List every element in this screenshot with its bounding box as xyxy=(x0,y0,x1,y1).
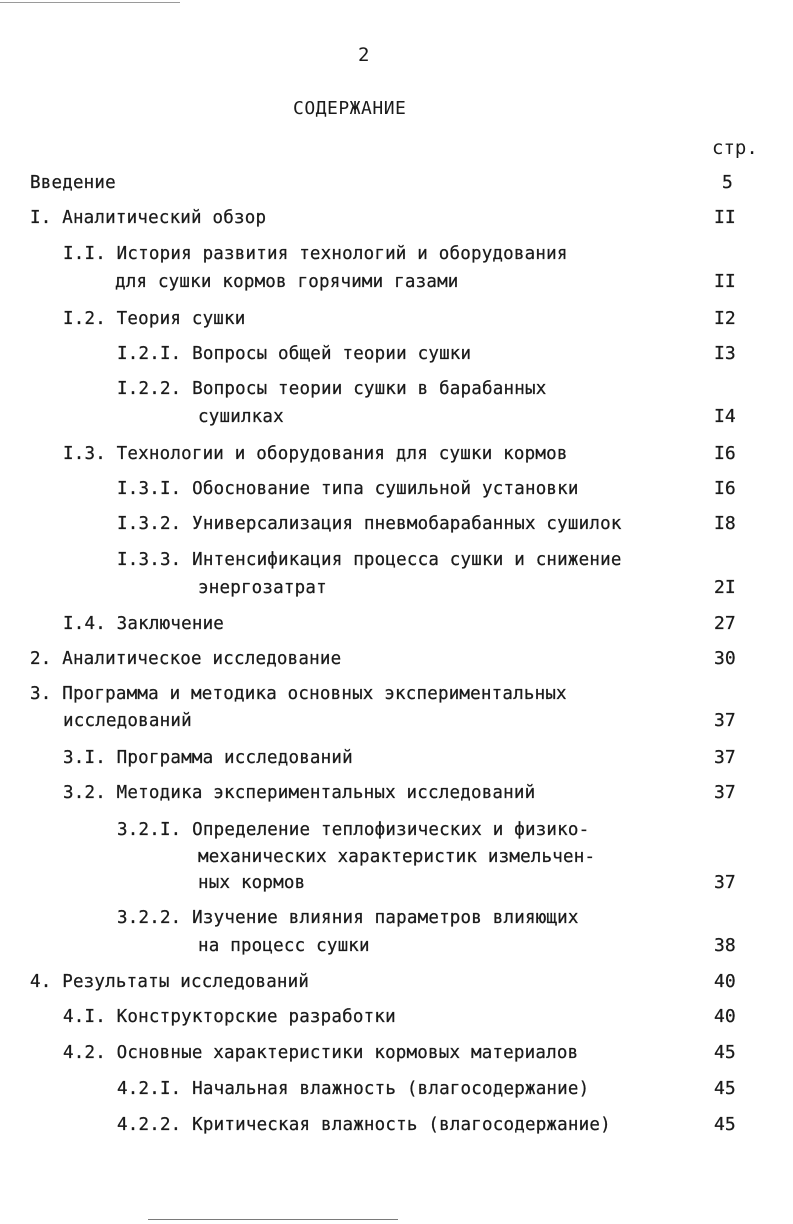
toc-entry-title: 4.2. Основные характеристики кормовых материалов xyxy=(63,1043,579,1063)
toc-entry-page: 30 xyxy=(714,648,736,669)
toc-entry-title-continued: энергозатрат xyxy=(198,578,327,598)
toc-entry-page: II xyxy=(714,271,736,292)
scan-edge-line-bottom xyxy=(148,1219,398,1220)
toc-entry-page: I8 xyxy=(714,513,736,534)
toc-entry-title: 3.2. Методика экспериментальных исследований xyxy=(63,783,536,803)
toc-entry-title-continued: ных кормов xyxy=(198,873,306,893)
toc-entry-page: 27 xyxy=(714,613,736,634)
toc-entry-page: II xyxy=(714,207,736,228)
toc-entry-page: 5 xyxy=(722,172,733,193)
toc-entry-title: I.2.I. Вопросы общей теории сушки xyxy=(117,344,472,364)
toc-entry-page: 45 xyxy=(714,1042,736,1063)
toc-entry-page: 40 xyxy=(714,1006,736,1027)
toc-entry-title: 4.I. Конструкторские разработки xyxy=(63,1007,396,1027)
toc-entry-page: I6 xyxy=(714,443,736,464)
toc-entry-title: I.3.3. Интенсификация процесса сушки и снижение xyxy=(117,550,622,570)
toc-entry-title: 3.2.2. Изучение влияния параметров влияющих xyxy=(117,908,579,928)
toc-entry-page: 37 xyxy=(714,872,736,893)
toc-entry-page: 45 xyxy=(714,1078,736,1099)
page-column-header: стр. xyxy=(712,137,758,159)
toc-entry-title: I.I. История развития технологий и оборудования xyxy=(63,244,568,264)
toc-entry-title: 3.I. Программа исследований xyxy=(63,748,353,768)
toc-entry-title: 2. Аналитическое исследование xyxy=(30,649,342,669)
scan-edge-line-top xyxy=(0,2,180,3)
toc-entry-page: I3 xyxy=(714,343,736,364)
toc-entry-title: I.3.2. Универсализация пневмобарабанных сушилок xyxy=(117,514,622,534)
toc-entry-title: I.2. Теория сушки xyxy=(63,309,246,329)
toc-entry-title: Введение xyxy=(30,173,116,193)
toc-entry-page: 37 xyxy=(714,782,736,803)
toc-entry-title-continued: для сушки кормов горячими газами xyxy=(115,272,459,292)
toc-entry-title: I.3.I. Обоснование типа сушильной установки xyxy=(117,479,579,499)
toc-entry-page: 37 xyxy=(714,710,736,731)
toc-entry-title: 3.2.I. Определение теплофизических и физико- xyxy=(117,820,590,840)
toc-entry-page: I2 xyxy=(714,308,736,329)
page-number: 2 xyxy=(358,44,370,66)
toc-entry-page: I4 xyxy=(714,406,736,427)
toc-entry-title-continued: исследований xyxy=(63,711,192,731)
toc-entry-title: I. Аналитический обзор xyxy=(30,208,267,228)
toc-entry-page: 2I xyxy=(714,577,736,598)
toc-entry-title: I.3. Технологии и оборудования для сушки кормов xyxy=(63,444,568,464)
toc-entry-title-continued: механических характеристик измельчен- xyxy=(198,847,596,867)
toc-entry-title: 3. Программа и методика основных экспериментальных xyxy=(30,684,567,704)
toc-entry-page: 38 xyxy=(714,935,736,956)
toc-entry-page: I6 xyxy=(714,478,736,499)
toc-entry-title: 4.2.2. Критическая влажность (влагосодержание) xyxy=(117,1115,611,1135)
toc-entry-title-continued: сушилках xyxy=(198,407,284,427)
toc-entry-title: I.2.2. Вопросы теории сушки в барабанных xyxy=(117,379,547,399)
toc-entry-page: 37 xyxy=(714,747,736,768)
toc-entry-title-continued: на процесс сушки xyxy=(198,936,370,956)
toc-entry-page: 40 xyxy=(714,971,736,992)
toc-entry-title: 4.2.I. Начальная влажность (влагосодержание) xyxy=(117,1079,590,1099)
toc-entry-title: I.4. Заключение xyxy=(63,614,225,634)
page-title: СОДЕРЖАНИЕ xyxy=(293,98,407,119)
toc-entry-title: 4. Результаты исследований xyxy=(30,972,310,992)
toc-entry-page: 45 xyxy=(714,1114,736,1135)
